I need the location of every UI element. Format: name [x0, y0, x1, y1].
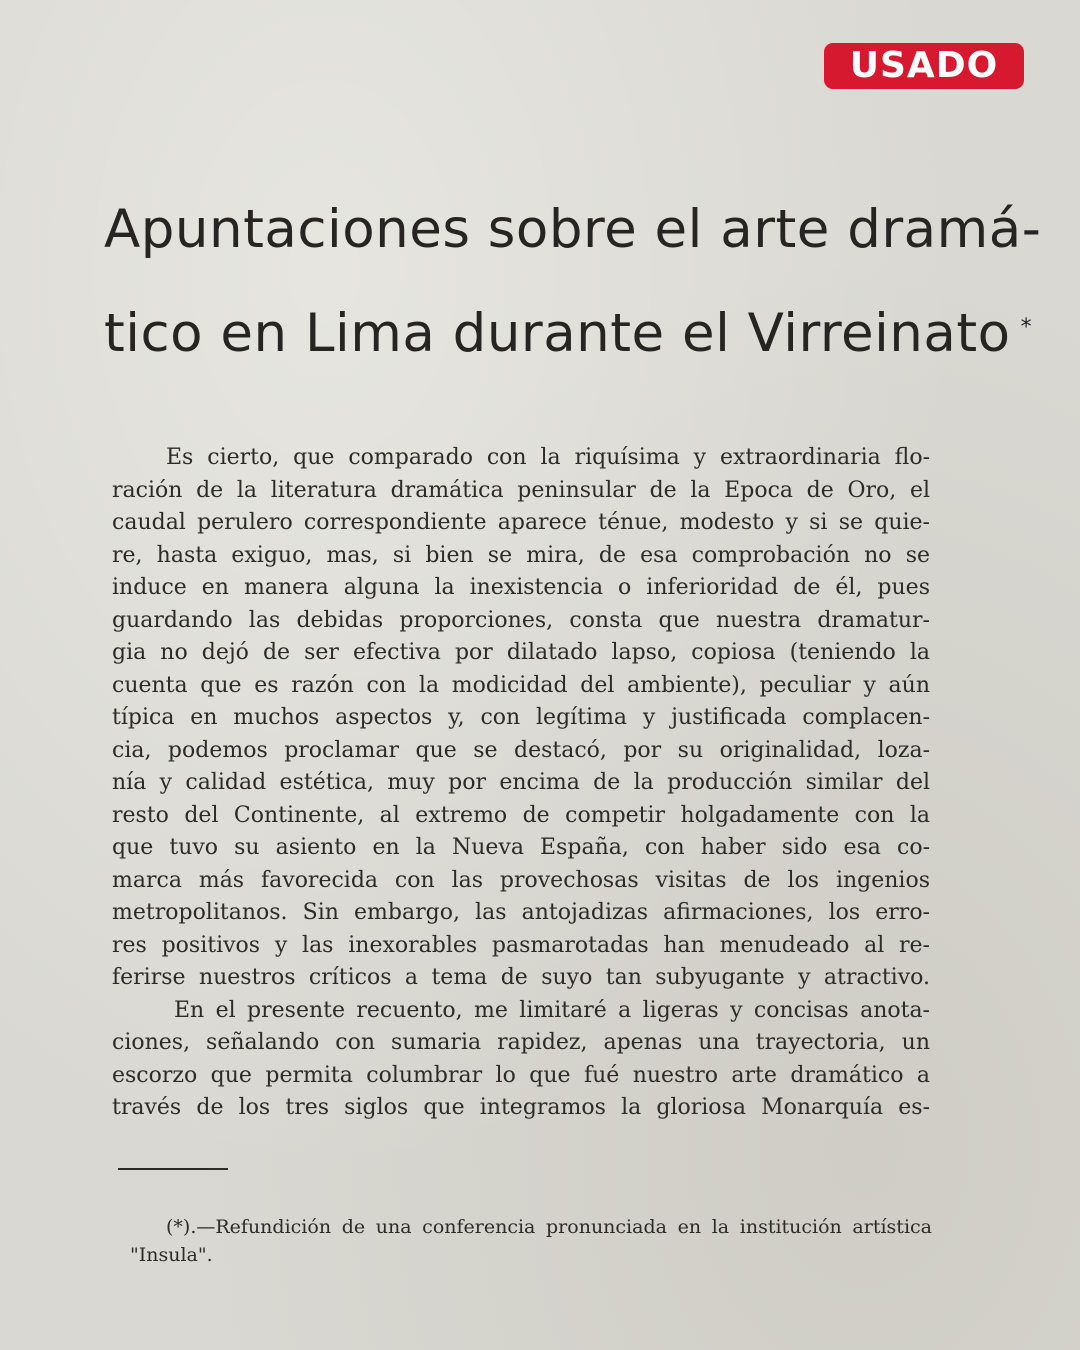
title-line-2: [104, 282, 1033, 386]
chapter-title: [104, 178, 1042, 386]
body-line: ciones, señalando con sumaria rapidez, apenas una trayectoria, un: [112, 1030, 930, 1055]
body-line: caudal perulero correspondiente aparece ténue, modesto y si se quie-: [112, 510, 930, 535]
title-line-2-text: tico en Lima durante el Virreinato: [104, 303, 1011, 364]
body-line: marca más favorecida con las provechosas visitas de los ingenios: [112, 867, 930, 893]
body-line: re, hasta exiguo, mas, si bien se mira, de esa comprobación no se: [112, 542, 930, 568]
title-line-1: Apuntaciones sobre el arte dramá-: [104, 199, 1042, 260]
body-line: guardando las debidas proporciones, consta que nuestra dramatur-: [112, 607, 930, 633]
body-line: escorzo que permita columbrar lo que fué nuestro arte dramático a: [112, 1062, 930, 1088]
body-line: cuenta que es razón con la modicidad del ambiente), peculiar y aún: [112, 672, 930, 698]
body-line: gia no dejó de ser efectiva por dilatado lapso, copiosa (teniendo la: [112, 640, 930, 665]
body-line: induce en manera alguna la inexistencia o inferioridad de él, pues: [112, 575, 930, 600]
body-line: resto del Continente, al extremo de competir holgadamente con la: [112, 802, 930, 828]
footnote: [130, 1213, 932, 1269]
body-line: cia, podemos proclamar que se destacó, por su originalidad, loza-: [112, 737, 930, 763]
body-paragraphs: [112, 442, 930, 1125]
body-line: típica en muchos aspectos y, con legítima y justificada complacen-: [112, 705, 930, 730]
body-line: ración de la literatura dramática peninsular de la Epoca de Oro, el: [112, 477, 930, 503]
body-line: que tuvo su asiento en la Nueva España, con haber sido esa co-: [112, 835, 930, 860]
body-line: res positivos y las inexorables pasmarotadas han menudeado al re-: [112, 932, 930, 958]
body-line: Es cierto, que comparado con la riquísima y extraordinaria flo-: [166, 445, 930, 470]
body-line: nía y calidad estética, muy por encima de la producción similar del: [112, 770, 930, 795]
footnote-line-2: "Insula".: [130, 1244, 213, 1266]
body-line: ferirse nuestros críticos a tema de suyo tan subyugante y atractivo.: [112, 965, 930, 990]
body-line: metropolitanos. Sin embargo, las antojadizas afirmaciones, los erro-: [112, 900, 930, 925]
footnote-marker: *: [1020, 315, 1033, 340]
used-badge: USADO: [824, 43, 1024, 89]
footnote-line-1: (*).—Refundición de una conferencia pronunciada en la institución artística: [166, 1216, 932, 1238]
body-line: En el presente recuento, me limitaré a ligeras y concisas anota-: [174, 997, 930, 1023]
body-line: través de los tres siglos que integramos la gloriosa Monarquía es-: [112, 1095, 930, 1120]
footnote-divider: [118, 1168, 228, 1170]
